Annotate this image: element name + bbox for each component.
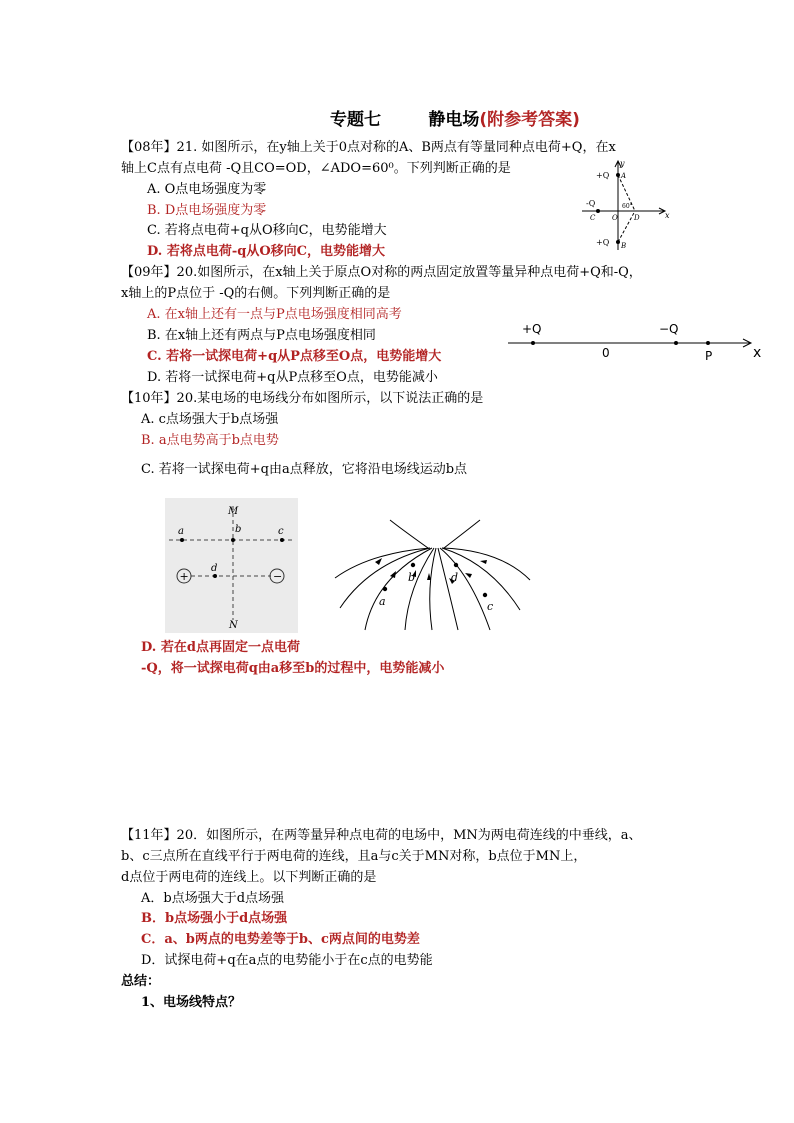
page-title <box>330 105 580 130</box>
q08-label-a: A <box>621 172 627 180</box>
q09-option-d: D. 若将一试探电荷+q从P点移至O点，电势能减小 <box>147 370 438 385</box>
q10-figure-field-lines <box>330 518 535 636</box>
q10-fig2-label-c: c <box>487 600 494 613</box>
q09-option-c: C. 若将一试探电荷+q从P点移至O点，电势能增大 <box>147 349 442 364</box>
q10-fig2-point-a <box>383 587 387 591</box>
q10-fig2-label-a: a <box>379 595 386 608</box>
q10-fig1-label-c: c <box>278 526 284 537</box>
q11-option-a: A．b点场强大于d点场强 <box>141 891 285 906</box>
summary-label: 总结： <box>121 974 161 989</box>
q08-option-d: D. 若将点电荷-q从O移向C，电势能增大 <box>147 244 386 259</box>
q09-label-x: x <box>753 345 762 361</box>
q08-label-d: D <box>634 214 640 222</box>
q08-point-a <box>616 173 620 177</box>
q10-option-b: B. a点电势高于b点电势 <box>141 433 279 448</box>
q08-label-pq2: +Q <box>596 238 610 247</box>
q08-label-o: O <box>612 214 618 222</box>
q10-fig1-point-a <box>180 538 184 542</box>
q08-label-nq: -Q <box>586 199 596 208</box>
q08-option-a: A. O点电场强度为零 <box>147 182 267 197</box>
q10-fig1-label-n: N <box>229 620 238 631</box>
q10-fig2-point-c <box>483 593 487 597</box>
title-main: 专题七 静电场 <box>330 110 480 130</box>
q08-figure <box>580 158 675 253</box>
q08-stem-line2: 轴上C点有点电荷 -Q且CO=OD，∠ADO=60⁰。下列判断正确的是 <box>121 161 511 176</box>
q09-option-a: A. 在x轴上还有一点与P点电场强度相同高考 <box>147 307 402 322</box>
q11-option-d: D．试探电荷+q在a点的电势能小于在c点的电势能 <box>141 953 433 968</box>
q08-point-b <box>616 240 620 244</box>
q10-fig2-point-d <box>454 563 458 567</box>
q11-stem-line1: 【11年】20．如图所示，在两等量异种点电荷的电场中，MN为两电荷连线的中垂线，a、 <box>121 828 642 843</box>
q10-fig1-point-b <box>231 538 235 542</box>
q09-stem-line2: x轴上的P点位于 -Q的右侧。下列判断正确的是 <box>121 286 391 301</box>
q08-point-c <box>596 209 600 213</box>
q10-option-d-line1: D. 若在d点再固定一点电荷 <box>141 640 300 655</box>
q09-option-b: B. 在x轴上还有两点与P点电场强度相同 <box>147 328 376 343</box>
q11-option-b: B．b点场强小于d点场强 <box>141 911 288 926</box>
q08-label-b: B <box>621 242 627 250</box>
q10-fig1-point-d <box>213 574 217 578</box>
q10-fig2-label-b: b <box>408 571 416 584</box>
q08-stem-line1: 【08年】21. 如图所示，在y轴上关于0点对称的A、B两点有等量同种点电荷+Q，在x <box>121 140 616 155</box>
q10-stem: 【10年】20.某电场的电场线分布如图所示，以下说法正确的是 <box>121 391 484 406</box>
q10-field-lines <box>335 520 530 630</box>
q09-label-o: 0 <box>602 346 610 360</box>
q10-fig1-background <box>165 498 298 633</box>
q10-minus-sign: − <box>273 570 283 583</box>
q10-option-c: C. 若将一试探电荷+q由a点释放，它将沿电场线运动b点 <box>141 462 468 477</box>
q08-dashed-bd <box>618 211 635 242</box>
q09-label-nq: −Q <box>659 322 679 336</box>
title-note: (附参考答案) <box>479 110 580 130</box>
q11-stem-line3: d点位于两电荷的连线上。以下判断正确的是 <box>121 870 377 885</box>
q10-fig1-label-a: a <box>178 526 184 537</box>
q08-option-b: B. D点电场强度为零 <box>147 203 267 218</box>
q10-fig1-label-m: M <box>228 506 239 517</box>
q09-figure <box>500 318 770 368</box>
q09-label-pq: +Q <box>522 322 542 336</box>
q10-fig1-label-d: d <box>211 563 218 574</box>
q10-fig2-label-d: d <box>451 571 459 584</box>
q09-point-nq <box>674 341 678 345</box>
q08-label-x: x <box>665 211 670 220</box>
q10-option-a: A. c点场强大于b点场强 <box>141 412 279 427</box>
q11-stem-line2: b、c三点所在直线平行于两电荷的连线，且a与c关于MN对称，b点位于MN上， <box>121 849 587 864</box>
summary-item-1: 1、电场线特点？ <box>141 995 242 1010</box>
q09-point-pq <box>531 341 535 345</box>
q10-plus-sign: + <box>179 570 189 583</box>
q08-label-angle: 60° <box>622 203 633 210</box>
q10-fig1-label-b: b <box>235 524 242 535</box>
q10-fig2-point-b <box>411 563 415 567</box>
q08-option-c: C. 若将点电荷+q从O移向C，电势能增大 <box>147 223 387 238</box>
q11-option-c: C．a、b两点的电势差等于b、c两点间的电势差 <box>141 932 420 947</box>
q10-option-d-line2: -Q，将一试探电荷q由a移至b的过程中，电势能减小 <box>141 661 445 676</box>
q09-point-p <box>706 341 710 345</box>
q09-label-p: P <box>705 349 713 363</box>
q10-figure-dipole <box>165 498 298 633</box>
q08-label-pq1: +Q <box>596 171 610 180</box>
q09-stem-line1: 【09年】20.如图所示，在x轴上关于原点O对称的两点固定放置等量异种点电荷+Q和-Q， <box>121 265 642 280</box>
q10-fig1-point-c <box>280 538 284 542</box>
q08-label-y: y <box>620 159 625 168</box>
q08-label-c: C <box>590 214 596 222</box>
